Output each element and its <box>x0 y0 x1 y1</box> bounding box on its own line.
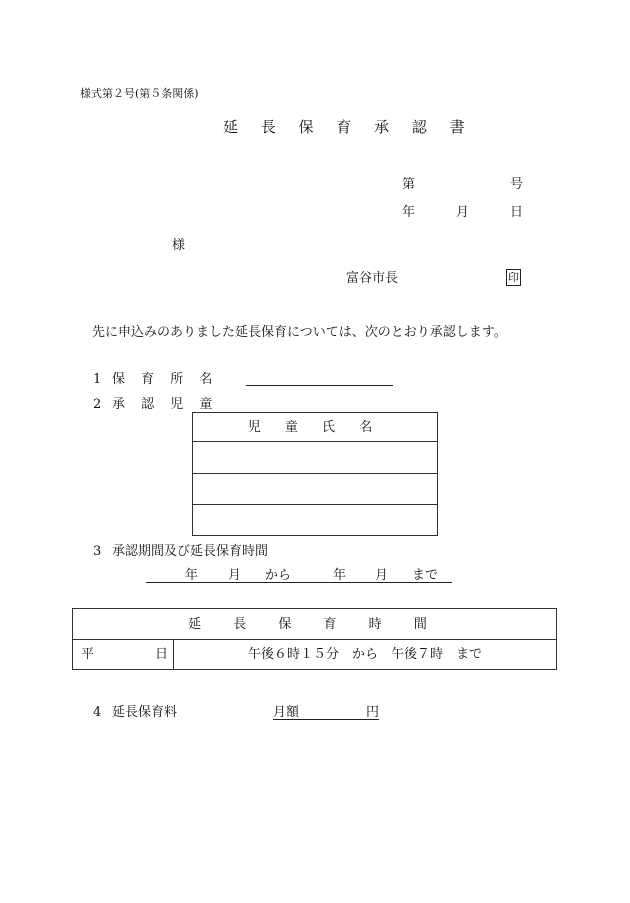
item2-number: 2 <box>93 397 102 412</box>
issuer-name: 富谷市長 <box>346 271 399 286</box>
date-month: 月 <box>456 205 470 220</box>
item4-number: 4 <box>93 705 102 720</box>
item3-label: 承認期間及び延長保育時間 <box>112 544 269 559</box>
fee-unit: 円 <box>366 705 380 720</box>
weekday-label-1: 平 <box>81 647 95 662</box>
period-from: から <box>265 568 292 583</box>
period-year1: 年 <box>185 568 199 583</box>
item1-label: 保 育 所 名 <box>112 372 219 387</box>
period-month1: 月 <box>228 568 242 583</box>
seal-mark: 印 <box>508 271 519 284</box>
child-name-row <box>193 442 438 474</box>
child-name-row <box>193 474 438 505</box>
extended-care-time-table <box>72 608 557 670</box>
period-year2: 年 <box>333 568 347 583</box>
weekday-time-cell <box>174 640 557 670</box>
item2-label: 承 認 児 童 <box>112 397 219 412</box>
number-prefix: 第 <box>402 177 416 192</box>
child-name-table <box>192 412 438 536</box>
time-table-header-text: 延 長 保 育 時 間 <box>188 616 441 632</box>
item1-number: 1 <box>93 372 102 387</box>
child-name-header <box>193 413 438 442</box>
weekday-time-value: 午後６時１５分 から 午後７時 まで <box>247 647 482 662</box>
child-name-row <box>193 505 438 536</box>
document-title: 延 長 保 育 承 認 書 <box>223 118 474 136</box>
addressee-suffix: 様 <box>172 238 186 253</box>
period-month2: 月 <box>375 568 389 583</box>
item4-label: 延長保育料 <box>112 705 178 720</box>
number-suffix: 号 <box>510 177 524 192</box>
date-day: 日 <box>510 205 524 220</box>
form-label: 様式第２号(第５条関係) <box>80 87 199 100</box>
weekday-label-cell <box>73 640 174 670</box>
item3-number: 3 <box>93 544 102 559</box>
weekday-label-2: 日 <box>155 647 169 662</box>
intro-text: 先に申込みのありました延長保育については、次のとおり承認します。 <box>92 325 507 340</box>
child-name-header-text: 児 童 氏 名 <box>247 419 383 435</box>
time-table-header <box>73 609 557 640</box>
nursery-name-line <box>246 385 393 386</box>
fee-monthly-label: 月額 <box>273 705 300 720</box>
period-until: まで <box>412 568 439 583</box>
date-year: 年 <box>402 205 416 220</box>
